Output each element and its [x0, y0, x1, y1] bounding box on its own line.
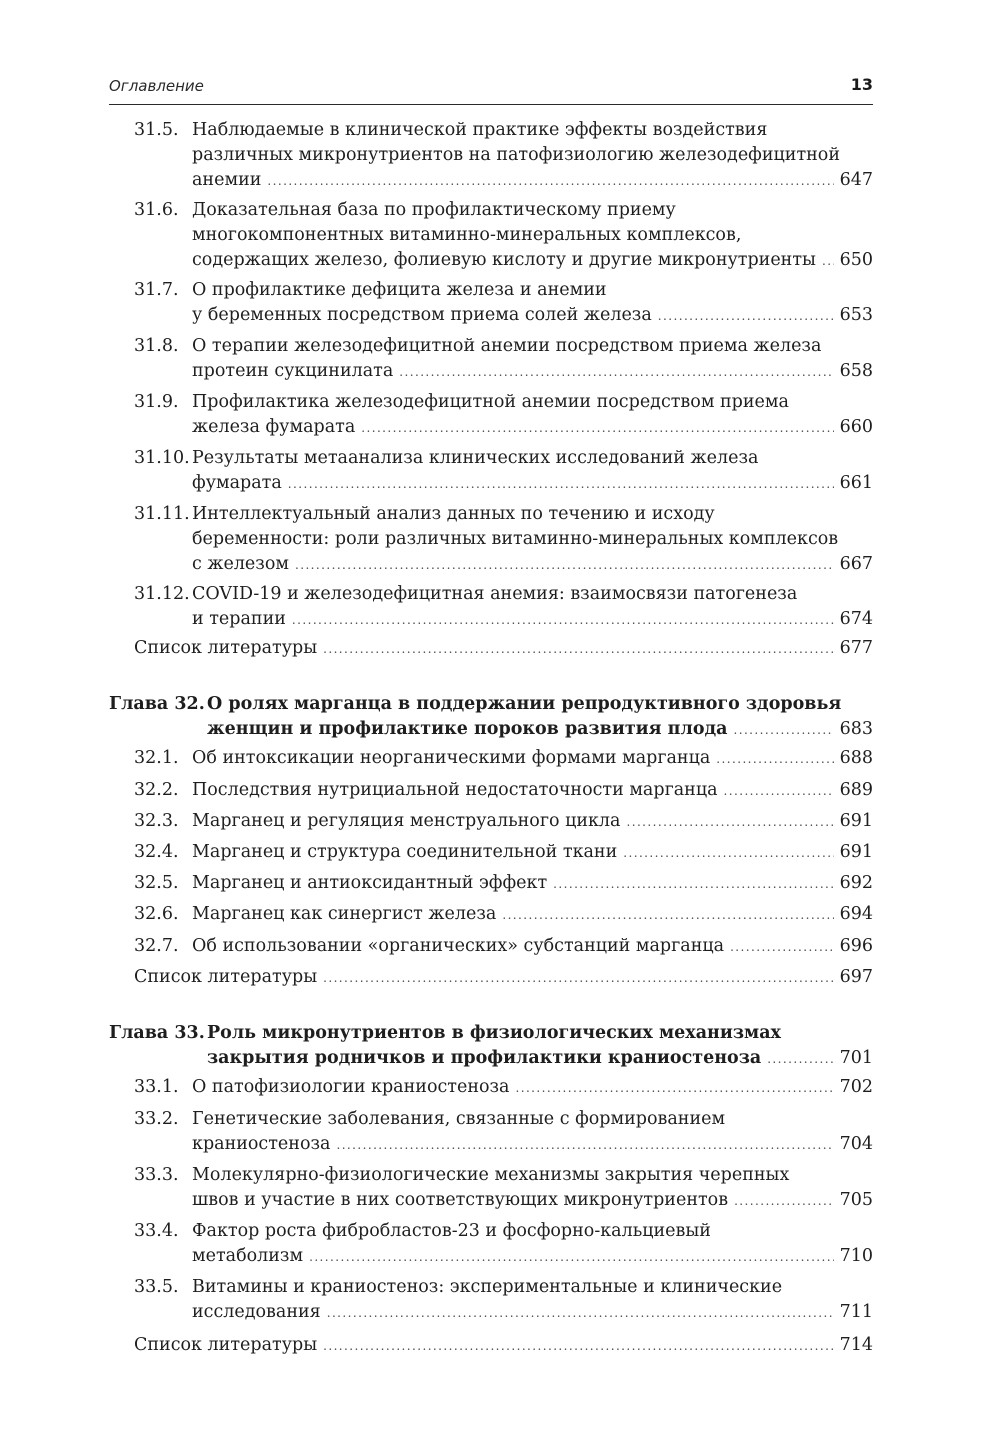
entry-title [192, 1107, 873, 1157]
text-line [192, 446, 873, 471]
dot-leader [516, 1076, 834, 1101]
section-number: 31.12. [134, 584, 190, 604]
page-ref: 650 [839, 250, 873, 270]
text-line [207, 692, 873, 717]
dot-leader [361, 416, 833, 441]
dot-leader [399, 360, 833, 385]
running-title: Оглавление [109, 77, 204, 95]
dot-leader [734, 1189, 834, 1214]
text-line [192, 471, 873, 496]
entry-title-line: Профилактика железодефицитной анемии посредством приема [192, 392, 789, 412]
dot-leader [327, 1301, 834, 1326]
text-line [192, 1188, 873, 1213]
page-ref: 660 [839, 417, 873, 437]
section-number: 32.2. [134, 780, 179, 800]
text-line [207, 717, 873, 742]
text-line [192, 198, 873, 223]
page-ref: 691 [839, 842, 873, 862]
page-ref: 691 [839, 811, 873, 831]
entry-title-line: Об интоксикации неорганическими формами марганца [192, 748, 711, 768]
entry-title [192, 1275, 873, 1325]
entry-title-line: анемии [192, 170, 262, 190]
section-number: 31.6. [134, 200, 179, 220]
page-ref: 705 [839, 1190, 873, 1210]
entry-title-line: Марганец и структура соединительной ткани [192, 842, 618, 862]
entry-title [134, 636, 873, 661]
text-line [192, 1107, 873, 1132]
chapter-title [207, 1021, 873, 1071]
page-ref: 701 [839, 1048, 873, 1068]
entry-title [192, 334, 873, 384]
entry-title-line: метаболизм [192, 1246, 304, 1266]
entry-title-line: Результаты метаанализа клинических исследований железа [192, 448, 759, 468]
entry-title-line: Наблюдаемые в клинической практике эффекты воздействия [192, 120, 768, 140]
text-line [192, 552, 873, 577]
page-ref: 667 [839, 554, 873, 574]
dot-leader [502, 903, 833, 928]
entry-title-line: О профилактике дефицита железа и анемии [192, 280, 607, 300]
text-line [207, 1021, 873, 1046]
text-line [192, 118, 873, 143]
entry-title-line: беременности: роли различных витаминно-минеральных комплексов [192, 529, 839, 549]
page-ref: 674 [839, 609, 873, 629]
chapter-title [207, 692, 873, 742]
text-line [192, 607, 873, 632]
entry-title [134, 965, 873, 990]
entry-title [192, 1219, 873, 1269]
entry-title [192, 118, 873, 193]
dot-leader [323, 966, 833, 991]
dot-leader [336, 1133, 833, 1158]
entry-title-line: с железом [192, 554, 289, 574]
entry-title-line: Список литературы [134, 638, 318, 658]
dot-leader [716, 747, 833, 772]
section-number: 32.1. [134, 748, 179, 768]
text-line [134, 1333, 873, 1358]
dot-leader [730, 935, 834, 960]
page-ref: 714 [839, 1335, 873, 1355]
text-line [192, 1075, 873, 1100]
page-ref: 661 [839, 473, 873, 493]
dot-leader [658, 304, 834, 329]
entry-title-line: Марганец и регуляция менструального цикла [192, 811, 621, 831]
entry-title-line: исследования [192, 1302, 321, 1322]
entry-title [192, 809, 873, 834]
entry-title [134, 1333, 873, 1358]
dot-leader [288, 472, 834, 497]
section-number: 32.7. [134, 936, 179, 956]
entry-title [192, 278, 873, 328]
chapter-label: Глава 33. [109, 1023, 205, 1043]
text-line [134, 636, 873, 661]
chapter-title-line: женщин и профилактике пороков развития плода [207, 719, 728, 739]
text-line [192, 143, 873, 168]
section-number: 32.5. [134, 873, 179, 893]
text-line [134, 965, 873, 990]
entry-title-line: Фактор роста фибробластов-23 и фосфорно-кальциевый [192, 1221, 711, 1241]
text-line [192, 1163, 873, 1188]
entry-title [192, 840, 873, 865]
section-number: 31.9. [134, 392, 179, 412]
section-number: 31.7. [134, 280, 179, 300]
dot-leader [623, 841, 833, 866]
dot-leader [267, 169, 833, 194]
text-line [192, 582, 873, 607]
text-line [192, 303, 873, 328]
dot-leader [292, 608, 834, 633]
page-number: 13 [850, 75, 873, 94]
page-ref: 696 [839, 936, 873, 956]
section-number: 32.3. [134, 811, 179, 831]
text-line [192, 902, 873, 927]
text-line [192, 746, 873, 771]
chapter-title-line: Роль микронутриентов в физиологических механизмах [207, 1023, 781, 1043]
entry-title-line: О терапии железодефицитной анемии посредством приема железа [192, 336, 822, 356]
entry-title [192, 502, 873, 577]
dot-leader [822, 249, 834, 274]
text-line [192, 248, 873, 273]
section-number: 33.1. [134, 1077, 179, 1097]
page-ref: 704 [839, 1134, 873, 1154]
entry-title [192, 1075, 873, 1100]
page-header [109, 74, 873, 105]
entry-title [192, 1163, 873, 1213]
page-ref: 658 [839, 361, 873, 381]
entry-title-line: Доказательная база по профилактическому приему [192, 200, 676, 220]
page-ref: 694 [839, 904, 873, 924]
text-line [192, 359, 873, 384]
entry-title [192, 390, 873, 440]
dot-leader [553, 872, 833, 897]
chapter-label: Глава 32. [109, 694, 205, 714]
text-line [192, 415, 873, 440]
entry-title-line: швов и участие в них соответствующих микронутриентов [192, 1190, 729, 1210]
text-line [192, 502, 873, 527]
section-number: 31.8. [134, 336, 179, 356]
entry-title-line: Последствия нутрициальной недостаточности марганца [192, 780, 718, 800]
entry-title [192, 446, 873, 496]
entry-title-line: Список литературы [134, 967, 318, 987]
entry-title-line: содержащих железо, фолиевую кислоту и другие микронутриенты [192, 250, 816, 270]
entry-title-line: многокомпонентных витаминно-минеральных комплексов, [192, 225, 742, 245]
text-line [192, 1300, 873, 1325]
text-line [192, 1275, 873, 1300]
text-line [192, 1132, 873, 1157]
entry-title-line: фумарата [192, 473, 282, 493]
chapter-title-line: О ролях марганца в поддержании репродуктивного здоровья [207, 694, 842, 714]
page-ref: 647 [839, 170, 873, 190]
dot-leader [323, 1334, 833, 1359]
dot-leader [295, 553, 834, 578]
entry-title-line: Список литературы [134, 1335, 318, 1355]
text-line [192, 1244, 873, 1269]
entry-title-line: Об использовании «органических» субстанций марганца [192, 936, 725, 956]
entry-title-line: Витамины и краниостеноз: экспериментальные и клинические [192, 1277, 783, 1297]
section-number: 31.10. [134, 448, 190, 468]
section-number: 32.6. [134, 904, 179, 924]
entry-title [192, 902, 873, 927]
entry-title-line: у беременных посредством приема солей железа [192, 305, 652, 325]
dot-leader [734, 718, 834, 743]
dot-leader [627, 810, 834, 835]
text-line [192, 168, 873, 193]
section-number: 33.4. [134, 1221, 179, 1241]
entry-title [192, 198, 873, 273]
section-number: 31.11. [134, 504, 190, 524]
dot-leader [309, 1245, 834, 1270]
text-line [192, 778, 873, 803]
entry-title [192, 778, 873, 803]
entry-title-line: Марганец и антиоксидантный эффект [192, 873, 548, 893]
section-number: 31.5. [134, 120, 179, 140]
page-ref: 683 [839, 719, 873, 739]
text-line [192, 871, 873, 896]
entry-title-line: О патофизиологии краниостеноза [192, 1077, 510, 1097]
page-ref: 677 [839, 638, 873, 658]
section-number: 33.3. [134, 1165, 179, 1185]
page-ref: 702 [839, 1077, 873, 1097]
page-ref: 711 [839, 1302, 873, 1322]
page-ref: 653 [839, 305, 873, 325]
entry-title-line: COVID-19 и железодефицитная анемия: взаимосвязи патогенеза [192, 584, 798, 604]
entry-title-line: краниостеноза [192, 1134, 331, 1154]
entry-title [192, 934, 873, 959]
entry-title [192, 871, 873, 896]
text-line [192, 840, 873, 865]
page-ref: 697 [839, 967, 873, 987]
dot-leader [767, 1047, 833, 1072]
page-ref: 710 [839, 1246, 873, 1266]
text-line [192, 1219, 873, 1244]
entry-title-line: Молекулярно-физиологические механизмы закрытия черепных [192, 1165, 790, 1185]
text-line [192, 934, 873, 959]
text-line [192, 278, 873, 303]
text-line [192, 223, 873, 248]
entry-title [192, 746, 873, 771]
chapter-title-line: закрытия родничков и профилактики краниостеноза [207, 1048, 762, 1068]
text-line [192, 390, 873, 415]
entry-title-line: Марганец как синергист железа [192, 904, 497, 924]
entry-title-line: протеин сукцинилата [192, 361, 394, 381]
entry-title-line: Интеллектуальный анализ данных по течению и исходу [192, 504, 715, 524]
dot-leader [323, 637, 833, 662]
page-ref: 688 [839, 748, 873, 768]
section-number: 32.4. [134, 842, 179, 862]
entry-title-line: различных микронутриентов на патофизиологию железодефицитной [192, 145, 840, 165]
entry-title [192, 582, 873, 632]
text-line [192, 809, 873, 834]
text-line [192, 527, 873, 552]
page-ref: 689 [839, 780, 873, 800]
section-number: 33.2. [134, 1109, 179, 1129]
dot-leader [724, 779, 834, 804]
section-number: 33.5. [134, 1277, 179, 1297]
text-line [192, 334, 873, 359]
entry-title-line: железа фумарата [192, 417, 356, 437]
entry-title-line: и терапии [192, 609, 286, 629]
page-ref: 692 [839, 873, 873, 893]
text-line [207, 1046, 873, 1071]
entry-title-line: Генетические заболевания, связанные с формированием [192, 1109, 726, 1129]
